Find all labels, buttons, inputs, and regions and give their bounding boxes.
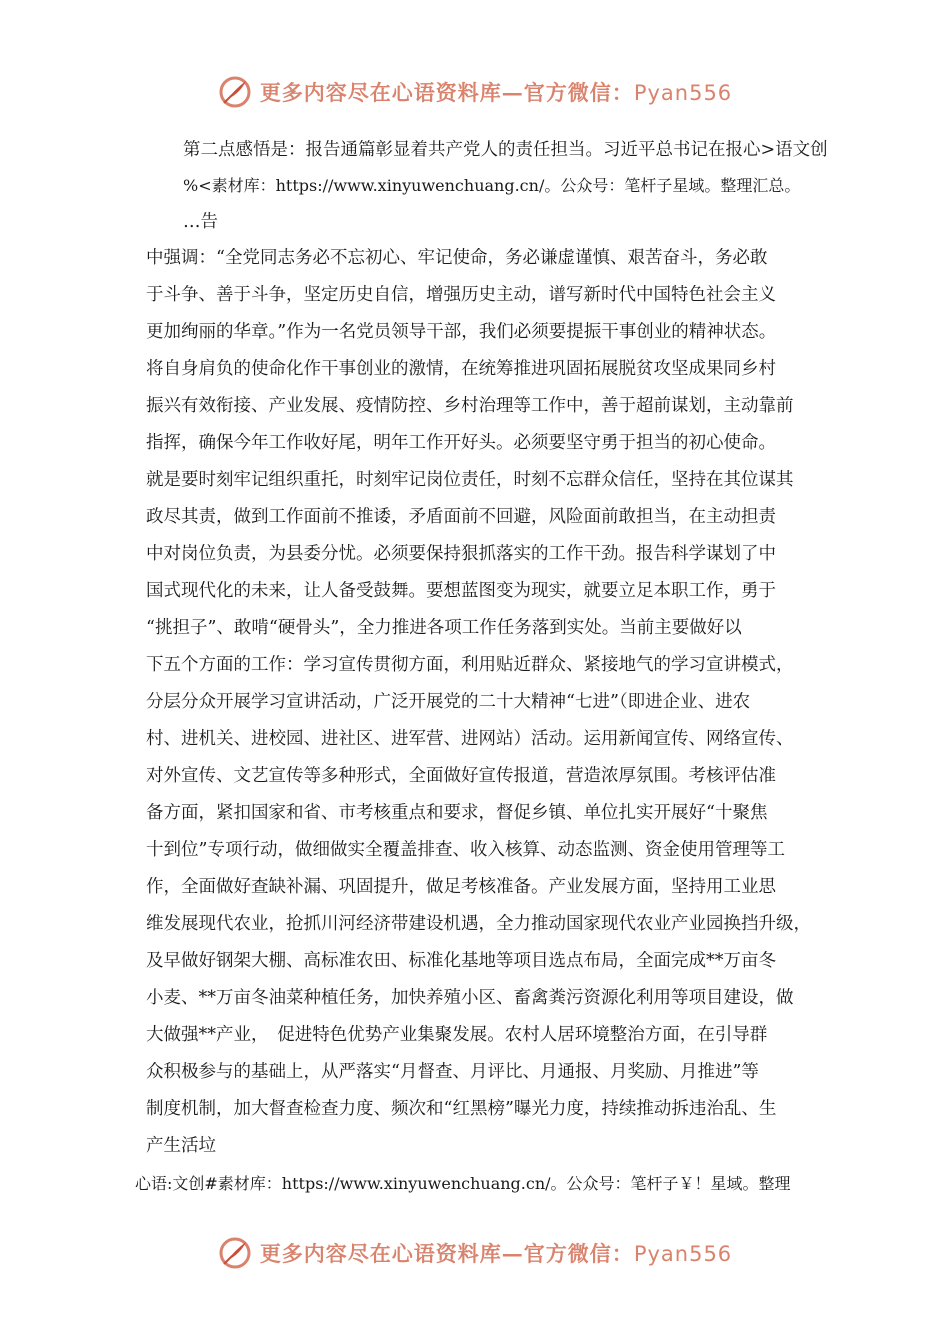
body-line: “挑担子”、敢啃“硬骨头”，全力推进各项工作任务落到实处。当前主要做好以 xyxy=(146,618,742,638)
body-line: 政尽其责，做到工作面前不推诿，矛盾面前不回避，风险面前敢担当，在主动担责 xyxy=(146,507,776,527)
body-line: 中对岗位负责，为县委分忧。必须要保持狠抓落实的工作干劲。报告科学谋划了中 xyxy=(146,544,776,564)
body-line: 村、进机关、进校园、进社区、进军营、进网站）活动。运用新闻宣传、网络宣传、 xyxy=(146,729,794,749)
body-line: 中强调：“全党同志务必不忘初心、牢记使命，务必谦虚谨慎、艰苦奋斗，务必敢 xyxy=(146,248,768,268)
body-line: 更加绚丽的华章。”作为一名党员领导干部，我们必须要提振干事创业的精神状态。 xyxy=(146,322,777,342)
header-line: 第二点感悟是：报告通篇彰显着共产党人的责任担当。习近平总书记在报心>语文创 xyxy=(183,140,828,160)
wechat-id: Pyan556 xyxy=(633,81,733,105)
body-line: 振兴有效衔接、产业发展、疫情防控、乡村治理等工作中，善于超前谋划，主动靠前 xyxy=(146,396,794,416)
body-line: 及早做好钢架大棚、高标准农田、标准化基地等项目选点布局，全面完成**万亩冬 xyxy=(146,951,776,971)
body-line: 下五个方面的工作：学习宣传贯彻方面，利用贴近群众、紧接地气的学习宣讲模式， xyxy=(146,655,794,675)
banner-text: 更多内容尽在心语资料库—官方微信：Pyan556 xyxy=(259,80,733,105)
wechat-id: Pyan556 xyxy=(633,1242,733,1266)
body-line: 指挥，确保今年工作收好尾，明年工作开好头。必须要坚守勇于担当的初心使命。 xyxy=(146,433,776,453)
body-line: 小麦、**万亩冬油菜种植任务，加快养殖小区、畜禽粪污资源化利用等项目建设，做 xyxy=(146,988,794,1008)
body-line: 对外宣传、文艺宣传等多种形式，全面做好宣传报道，营造浓厚氛围。考核评估准 xyxy=(146,766,776,786)
body-line: 大做强**产业， 促进特色优势产业集聚发展。农村人居环境整治方面，在引导群 xyxy=(146,1025,768,1045)
body-line: 十到位”专项行动，做细做实全覆盖排查、收入核算、动态监测、资金使用管理等工 xyxy=(146,840,785,860)
body-line: 国式现代化的未来，让人备受鼓舞。要想蓝图变为现实，就要立足本职工作，勇于 xyxy=(146,581,776,601)
body-line: 维发展现代农业，抢抓川河经济带建设机遇，全力推动国家现代农业产业园换挡升级， xyxy=(146,914,811,934)
body-line: 产生活垃 xyxy=(146,1136,216,1156)
header-line: …告 xyxy=(183,212,218,232)
body-line: 将自身肩负的使命化作干事创业的激情，在统筹推进巩固拓展脱贫攻坚成果同乡村 xyxy=(146,359,776,379)
banner-text: 更多内容尽在心语资料库—官方微信：Pyan556 xyxy=(259,1241,733,1266)
bottom-banner xyxy=(0,1233,950,1273)
body-line: 于斗争、善于斗争，坚定历史自信，增强历史主动，谱写新时代中国特色社会主义 xyxy=(146,285,776,305)
body-line: 众积极参与的基础上，从严落实“月督查、月评比、月通报、月奖励、月推进”等 xyxy=(146,1062,759,1082)
body-line: 备方面，紧扣国家和省、市考核重点和要求，督促乡镇、单位扎实开展好“十聚焦 xyxy=(146,803,768,823)
body-line: 分层分众开展学习宣讲活动，广泛开展党的二十大精神“七进”（即进企业、进农 xyxy=(146,692,751,712)
body-line: 就是要时刻牢记组织重托，时刻牢记岗位责任，时刻不忘群众信任，坚持在其位谋其 xyxy=(146,470,794,490)
feather-logo-icon xyxy=(218,1236,252,1270)
feather-logo-icon xyxy=(218,75,252,109)
body-line: 制度机制，加大督查检查力度、频次和“红黑榜”曝光力度，持续推动拆违治乱、生 xyxy=(146,1099,777,1119)
body-line: 作，全面做好查缺补漏、巩固提升，做足考核准备。产业发展方面，坚持用工业思 xyxy=(146,877,776,897)
footer-line: 心语:文创#素材库：https://www.xinyuwenchuang.cn/。公众号：笔杆子￥！星域。整理 xyxy=(135,1174,791,1193)
header-line: %<素材库：https://www.xinyuwenchuang.cn/。公众号：笔杆子星域。整理汇总。 xyxy=(183,176,801,195)
top-banner xyxy=(0,72,950,112)
